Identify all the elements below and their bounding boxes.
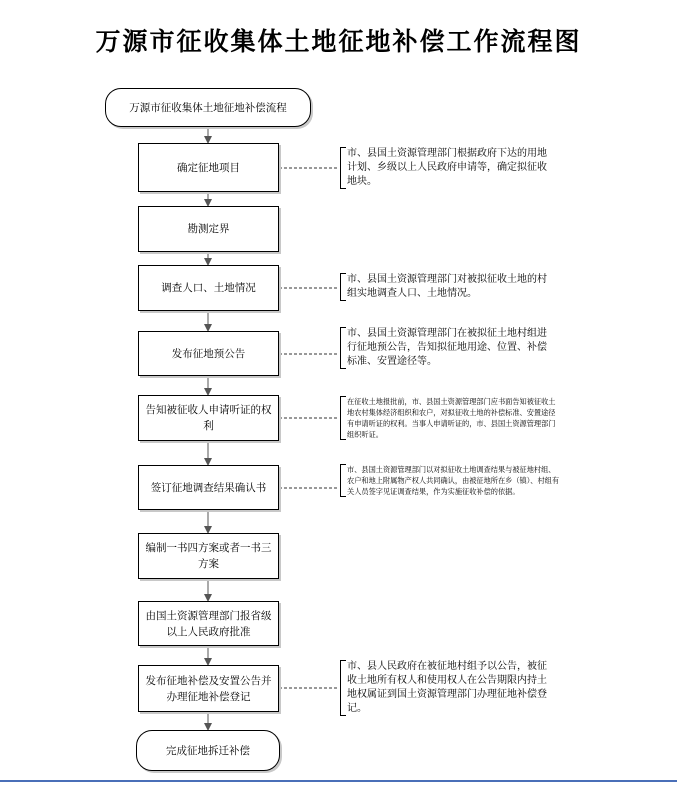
step-hearing-rights: 告知被征收人申请听证的权利 [138, 395, 279, 441]
note-text: 市、县人民政府在被征地村组予以公告，被征收土地所有权人和使用权人在公告期限内持土地权属证到国土资源管理部门办理征地补偿登记。 [347, 661, 547, 714]
note-text: 在征收土地报批前，市、县国土资源管理部门应书面告知被征收土地农村集体经济组织和农户，对拟征收土地的补偿标准、安置途径有申请听证的权利。当事人申请听证的，市、县国土资源管理部门组织听证。 [347, 397, 556, 439]
step-compile-plan: 编制一书四方案或者一书三方案 [138, 533, 279, 579]
step-confirm-project: 确定征地项目 [138, 143, 279, 192]
note-bracket [340, 273, 346, 301]
note-text: 市、县国土资源管理部门以对拟征收土地调查结果与被征地村组、农户和地上附属物产权人共同确认，由被征地所在乡（镇）、村组有关人员签字见证调查结果，作为实施征收补偿的依据。 [347, 465, 560, 496]
start-terminal: 万源市征收集体土地征地补偿流程 [105, 88, 311, 127]
note-text: 市、县国土资源管理部门在被拟征土地村组进行征地预公告，告知拟征地用途、位置、补偿标准、安置途径等。 [347, 328, 547, 367]
bottom-divider [0, 780, 677, 782]
note-confirm-project [340, 147, 554, 189]
step-compensation-notice: 发布征地补偿及安置公告并办理征地补偿登记 [138, 665, 279, 712]
note-investigate [340, 273, 554, 301]
note-text: 市、县国土资源管理部门对被拟征收土地的村组实地调查人口、土地情况。 [347, 274, 547, 299]
note-bracket [340, 327, 346, 369]
note-bracket [340, 396, 346, 440]
note-bracket [340, 464, 346, 497]
note-preliminary-notice [340, 327, 554, 369]
note-bracket [340, 660, 346, 716]
note-hearing-rights [340, 396, 562, 440]
note-sign-confirmation [340, 464, 562, 497]
step-investigate-population-land: 调查人口、土地情况 [138, 265, 279, 311]
step-report-approval: 由国土资源管理部门报省级以上人民政府批准 [138, 601, 279, 646]
note-bracket [340, 147, 346, 189]
step-sign-confirmation: 签订征地调查结果确认书 [138, 465, 279, 510]
step-survey-boundary: 勘测定界 [138, 206, 279, 252]
end-terminal: 完成征地拆迁补偿 [136, 730, 280, 771]
note-text: 市、县国土资源管理部门根据政府下达的用地计划、乡级以上人民政府申请等，确定拟征收地块。 [347, 148, 547, 187]
step-preliminary-notice: 发布征地预公告 [138, 331, 279, 376]
page-title: 万源市征收集体土地征地补偿工作流程图 [95, 27, 582, 56]
note-compensation-notice [340, 660, 554, 716]
